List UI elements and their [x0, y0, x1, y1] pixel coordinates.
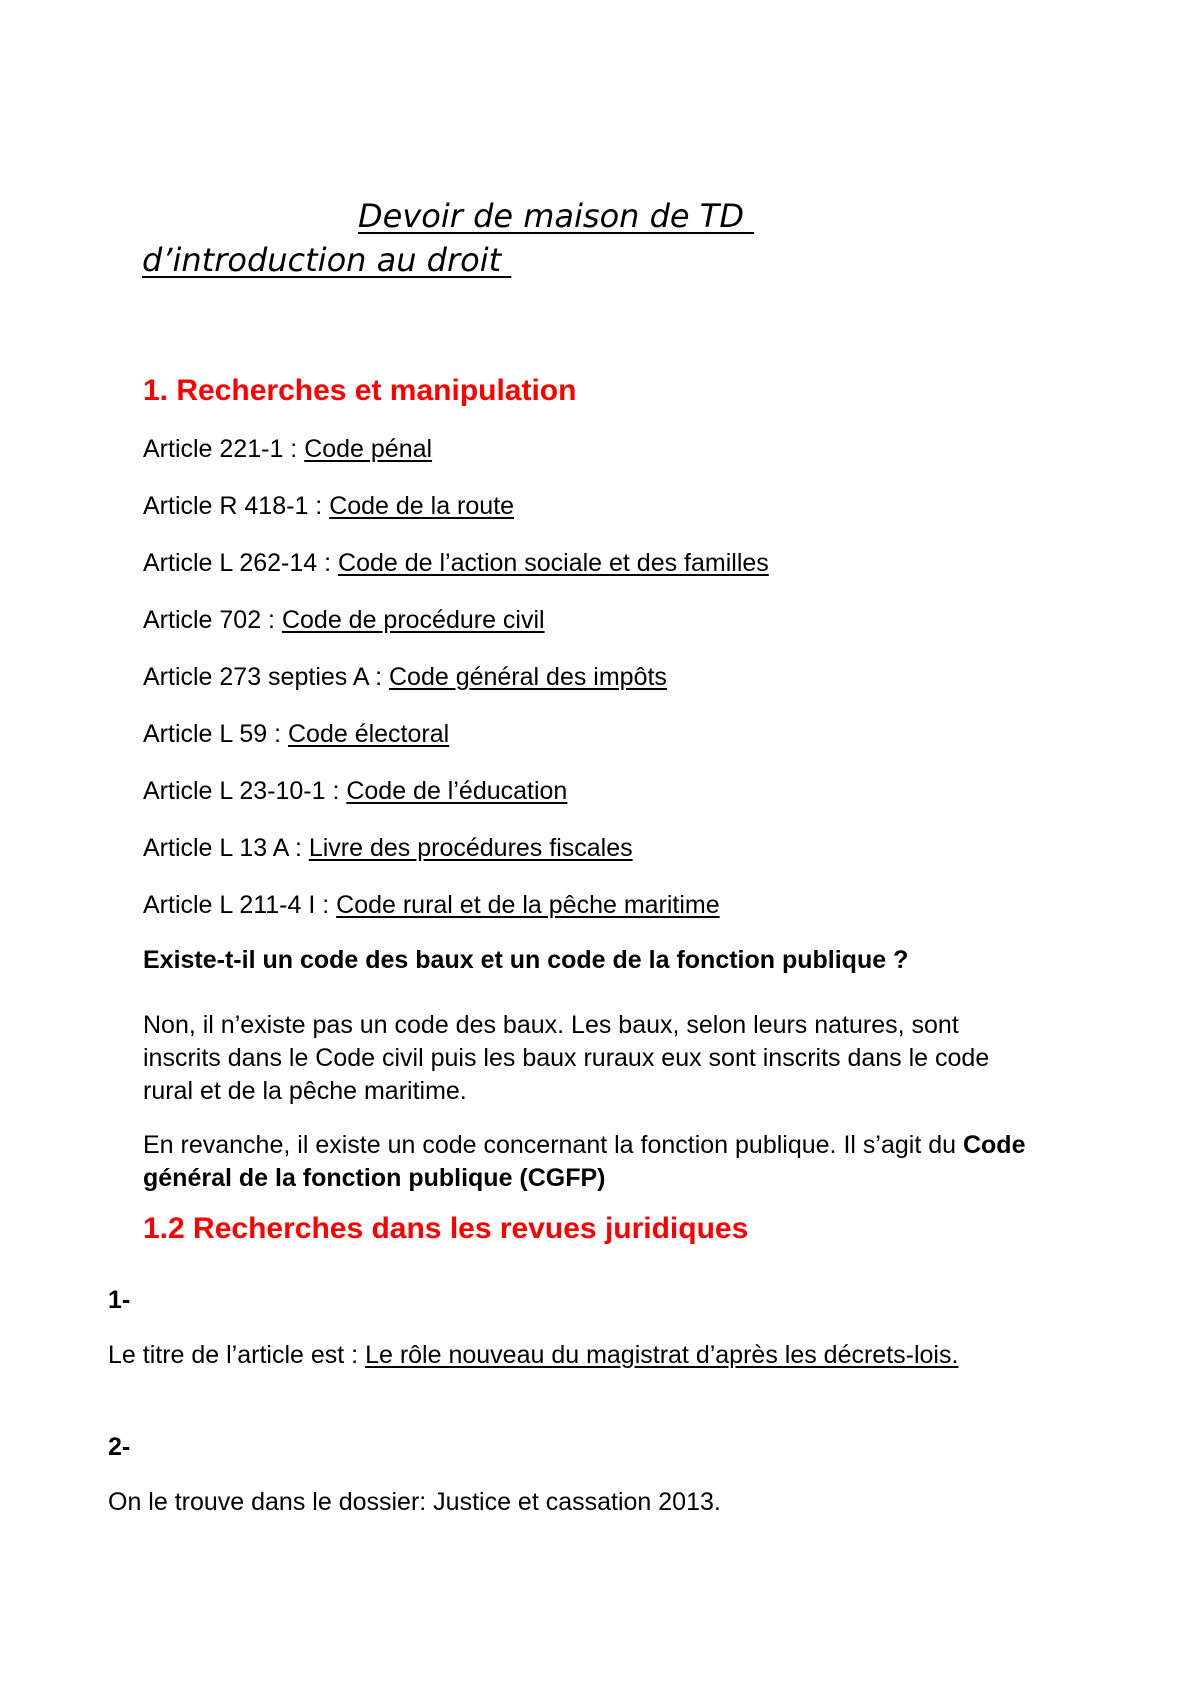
article-code-name: Code rural et de la pêche maritime [336, 891, 720, 919]
answer-paragraph-2 [143, 1129, 1043, 1195]
article-code-name: Code général des impôts [388, 663, 667, 691]
article-reference: Article L 59 : [143, 720, 288, 748]
article-code-name: Livre des procédures fiscales [308, 834, 633, 862]
document-title-line-1: Devoir de maison de TD [358, 197, 755, 235]
article-code-name: Code pénal [304, 435, 433, 463]
item-1-number: 1- [108, 1286, 131, 1314]
article-reference: Article 221-1 : [143, 435, 305, 463]
article-reference: Article L 211-4 I : [143, 891, 337, 919]
article-line [143, 662, 667, 692]
answer-paragraph-1: Non, il n’existe pas un code des baux. Les baux, selon leurs natures, sont inscrits dans le Code civil puis les baux ruraux eux sont inscrits dans le code rural et de la pêche maritime. [143, 1011, 990, 1105]
article-reference: Article 702 : [143, 606, 282, 634]
item-1-answer [108, 1339, 1083, 1372]
article-code-name: Code de l’éducation [346, 777, 568, 805]
section-1-heading: 1. Recherches et manipulation [143, 374, 577, 407]
article-line [143, 776, 567, 806]
article-line [143, 890, 720, 920]
article-reference: Article L 262-14 : [143, 549, 339, 577]
answer-paragraph-2-text: En revanche, il existe un code concernant la fonction publique. Il s’agit du [143, 1131, 963, 1159]
article-code-name: Code de procédure civil [281, 606, 545, 634]
article-title-underlined: Le rôle nouveau du magistrat d’après les décrets-lois. [365, 1341, 959, 1369]
article-line [143, 491, 514, 521]
article-code-name: Code de la route [329, 492, 515, 520]
question-text: Existe-t-il un code des baux et un code de la fonction publique ? [143, 946, 909, 974]
article-line [143, 434, 432, 464]
section-2-heading: 1.2 Recherches dans les revues juridiques [143, 1212, 749, 1245]
article-reference: Article L 13 A : [143, 834, 309, 862]
item-2-number: 2- [108, 1433, 131, 1461]
item-2-answer: On le trouve dans le dossier: Justice et cassation 2013. [108, 1488, 721, 1516]
article-line [143, 605, 545, 635]
article-code-name: Code de l’action sociale et des familles [338, 549, 769, 577]
article-line [143, 833, 633, 863]
article-reference: Article 273 septies A : [143, 663, 389, 691]
article-line [143, 719, 449, 749]
article-line [143, 548, 769, 578]
article-reference: Article L 23-10-1 : [143, 777, 347, 805]
document-title-line-2: d’introduction au droit [142, 241, 512, 279]
article-reference: Article R 418-1 : [143, 492, 330, 520]
item-1-prefix: Le titre de l’article est : [108, 1341, 366, 1369]
cgfp-bold-text: Code général de la fonction publique (CGFP) [143, 1131, 1026, 1192]
article-code-name: Code électoral [287, 720, 450, 748]
